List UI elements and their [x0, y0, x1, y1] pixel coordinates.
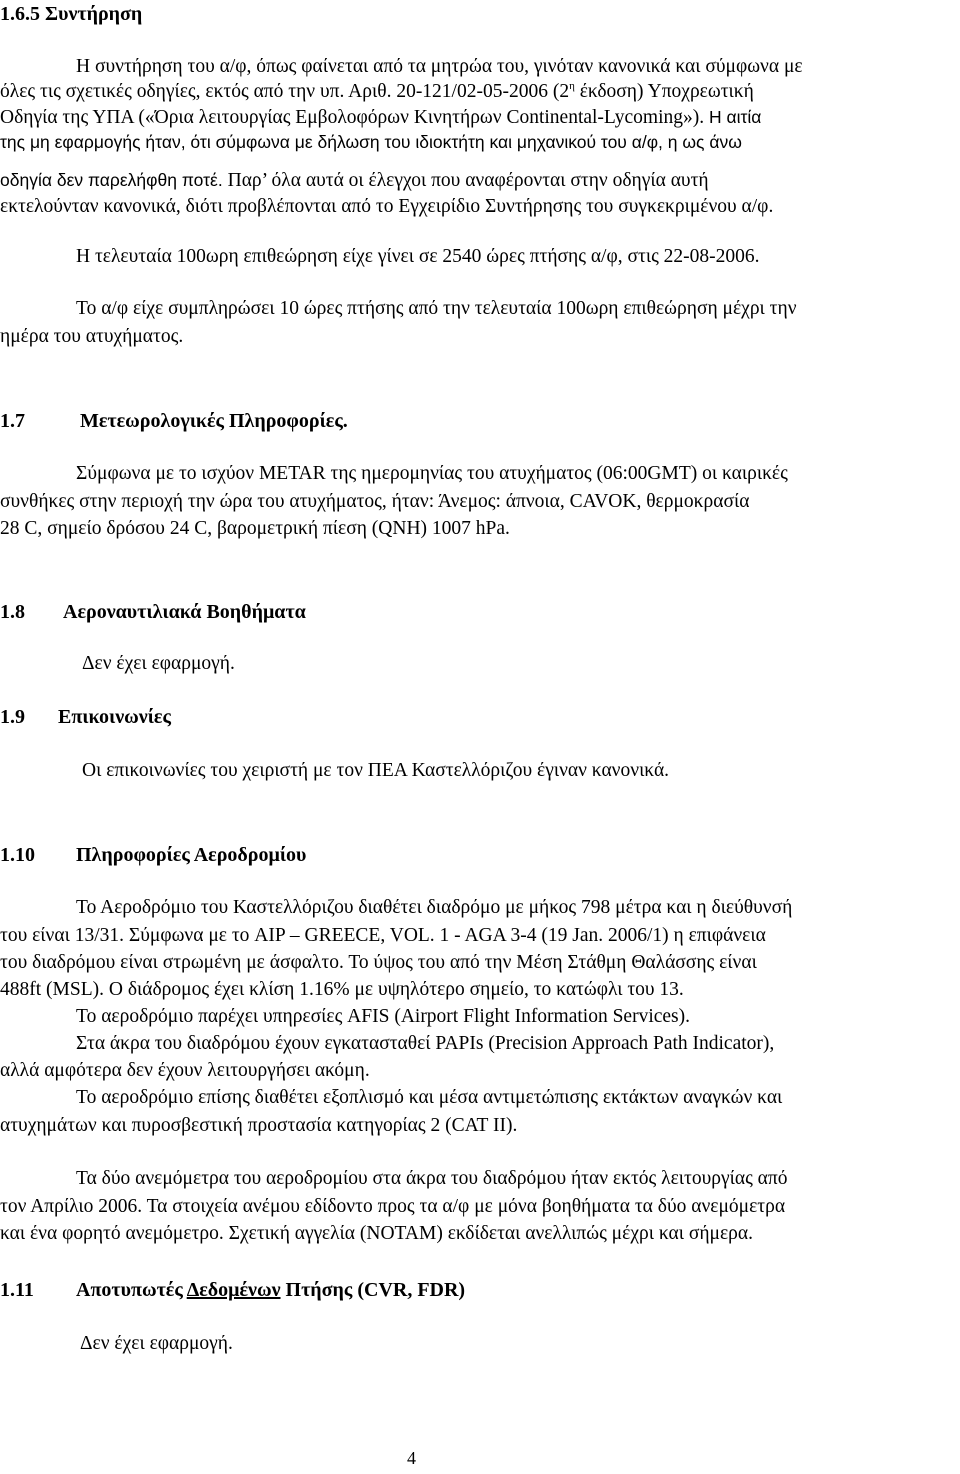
- paragraph-line: Η τελευταία 100ωρη επιθεώρηση είχε γίνει σε 2540 ώρες πτήσης α/φ, στις 22-08-2006.: [76, 246, 760, 267]
- paragraph-line: του είναι 13/31. Σύμφωνα με το AIP – GREECE, VOL. 1 - AGA 3-4 (19 Jan. 2006/1) η επιφάνεια: [0, 925, 766, 946]
- paragraph-line: Το αεροδρόμιο παρέχει υπηρεσίες AFIS (Airport Flight Information Services).: [76, 1006, 691, 1027]
- paragraph-line: Στα άκρα του διαδρόμου έχουν εγκατασταθεί PAPIs (Precision Approach Path Indicator),: [76, 1033, 775, 1054]
- section-number-1-11: 1.11: [0, 1279, 34, 1301]
- paragraph-line: Το Αεροδρόμιο του Καστελλόριζου διαθέτει διαδρόμο με μήκος 798 μέτρα και η διεύθυνσή: [76, 897, 793, 918]
- paragraph-line: Οι επικοινωνίες του χειριστή με τον ΠΕΑ Καστελλόριζου έγιναν κανονικά.: [82, 760, 670, 781]
- page-number: 4: [407, 1448, 416, 1468]
- paragraph-line: 488ft (MSL). Ο διάδρομος έχει κλίση 1.16% με υψηλότερο σημείο, το κατώφλι του 13.: [0, 979, 684, 1000]
- section-number-1-9: 1.9: [0, 706, 25, 728]
- paragraph-line: 28 C, σημείο δρόσου 24 C, βαρομετρική πίεση (QNH) 1007 hPa.: [0, 518, 510, 539]
- section-title-1-8: Αεροναυτιλιακά Βοηθήματα: [63, 601, 306, 623]
- paragraph-line: και ένα φορητό ανεμόμετρο. Σχετική αγγελία (NOTAM) εκδίδεται ανελλιπώς μέχρι και σήμερα.: [0, 1223, 753, 1244]
- section-number-1-8: 1.8: [0, 601, 25, 623]
- superscript-eta: η: [569, 80, 575, 92]
- paragraph-line: Η συντήρηση του α/φ, όπως φαίνεται από τα μητρώα του, γινόταν κανονικά και σύμφωνα με: [76, 56, 803, 77]
- paragraph-line: του διαδρόμου είναι στρωμένη με άσφαλτο. Το ύψος του από την Μέση Στάθμη Θαλάσσης είναι: [0, 952, 757, 973]
- paragraph-line: Τα δύο ανεμόμετρα του αεροδρομίου στα άκρα του διαδρόμου ήταν εκτός λειτουργίας από: [76, 1168, 788, 1189]
- paragraph-line: συνθήκες στην περιοχή την ώρα του ατυχήματος, ήταν: Άνεμος: άπνοια, CAVOK, θερμοκρασία: [0, 491, 750, 512]
- section-title-1-11: Αποτυπωτές Δεδομένων Πτήσης (CVR, FDR): [76, 1279, 466, 1301]
- paragraph-line: οδηγία δεν παρελήφθη ποτέ. Παρ’ όλα αυτά οι έλεγχοι που αναφέρονται στην οδηγία αυτή: [0, 170, 709, 191]
- paragraph-line: ατυχημάτων και πυροσβεστική προστασία κατηγορίας 2 (CAT II).: [0, 1115, 518, 1136]
- paragraph-line: Δεν έχει εφαρμογή.: [80, 1333, 233, 1354]
- paragraph-line: της μη εφαρμογής ήταν, ότι σύμφωνα με δήλωση του ιδιοκτήτη και μηχανικού του α/φ, η ως άνω: [0, 132, 742, 152]
- section-title-1-7: Μετεωρολογικές Πληροφορίες.: [80, 410, 348, 432]
- paragraph-line: Το αεροδρόμιο επίσης διαθέτει εξοπλισμό και μέσα αντιμετώπισης εκτάκτων αναγκών και: [76, 1087, 783, 1108]
- paragraph-line: Οδηγία της ΥΠΑ («Όρια λειτουργίας Εμβολοφόρων Κινητήρων Continental-Lycoming»). Η αιτία: [0, 107, 762, 128]
- section-number-1-10: 1.10: [0, 844, 35, 866]
- paragraph-line: Το α/φ είχε συμπληρώσει 10 ώρες πτήσης από την τελευταία 100ωρη επιθεώρηση μέχρι την: [76, 298, 797, 319]
- section-heading-1-6-5: 1.6.5 Συντήρηση: [0, 3, 143, 25]
- section-title-1-9: Επικοινωνίες: [58, 706, 171, 728]
- paragraph-line: όλες τις σχετικές οδηγίες, εκτός από την υπ. Αριθ. 20-121/02-05-2006 ($2^\eta$ έκδοση) Υποχρεωτική: [0, 80, 754, 102]
- paragraph-line: Σύμφωνα με το ισχύον METAR της ημερομηνίας του ατυχήματος (06:00GMT) οι καιρικές: [76, 463, 788, 484]
- paragraph-line: ημέρα του ατυχήματος.: [0, 326, 184, 347]
- paragraph-line: τον Απρίλιο 2006. Τα στοιχεία ανέμου εδίδοντο προς τα α/φ με μόνα βοηθήματα τα δύο ανεμόμετρα: [0, 1196, 786, 1217]
- section-number-1-7: 1.7: [0, 410, 25, 432]
- paragraph-line: εκτελούνταν κανονικά, διότι προβλέπονται από το Εγχειρίδιο Συντήρησης του συγκεκριμένου α/φ.: [0, 196, 774, 217]
- section-title-1-10: Πληροφορίες Αεροδρομίου: [76, 844, 307, 866]
- paragraph-line: αλλά αμφότερα δεν έχουν λειτουργήσει ακόμη.: [0, 1060, 370, 1081]
- paragraph-line: Δεν έχει εφαρμογή.: [82, 653, 235, 674]
